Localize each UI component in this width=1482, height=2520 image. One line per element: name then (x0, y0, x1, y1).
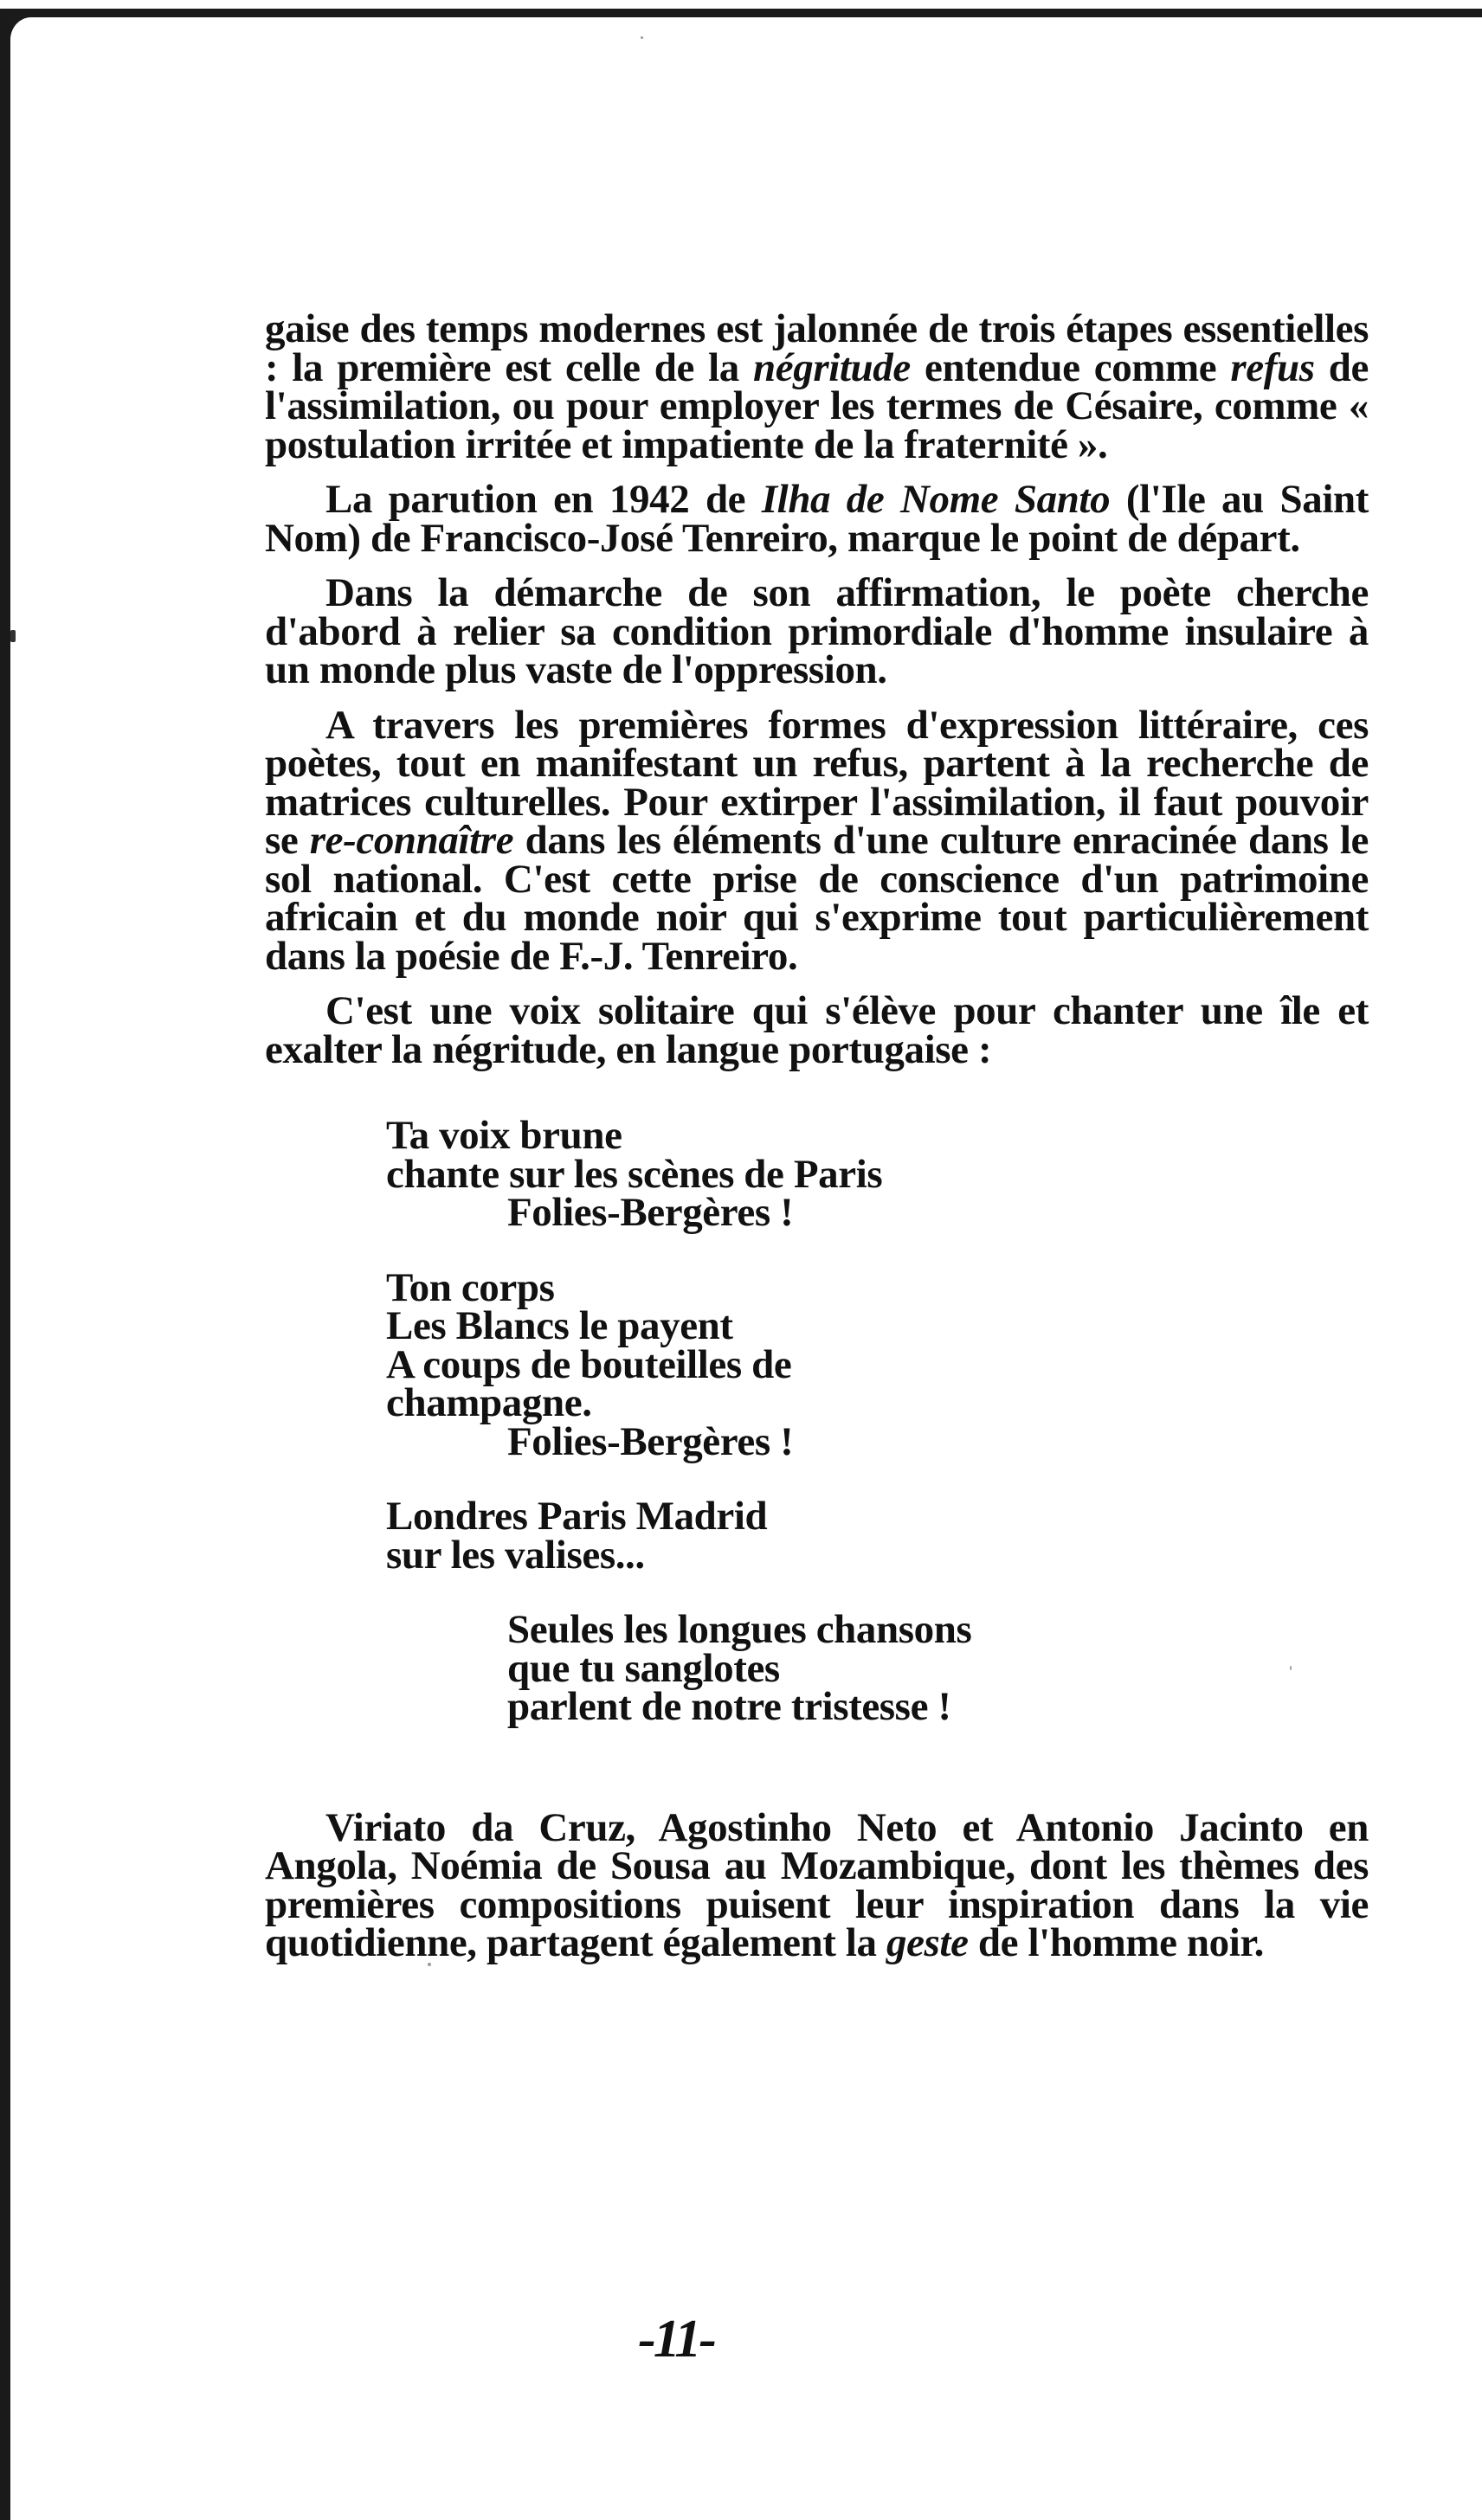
text-run: de l'assimilation, ou pour employer les termes de Césaire, comme « postulation irritée et impatiente de la fraternité ». (265, 344, 1369, 467)
italic-term: négritude (753, 344, 911, 390)
text-run: A travers les premières formes d'expression littéraire, ces poètes, tout en manifestant un refus, partent à la recherche de matrices culturelles. Pour extirper l'assimilation, il faut pouvoir se (265, 702, 1369, 863)
poem-stanza (386, 1264, 1369, 1464)
italic-term: refus (1230, 344, 1315, 390)
poem-line: champagne. (386, 1380, 592, 1425)
poem-line: chante sur les scènes de Paris (386, 1151, 883, 1197)
paragraph (265, 988, 1369, 1072)
poem-refrain: Folies-Bergères ! (507, 1190, 794, 1235)
poem-line: sur les valises... (386, 1532, 645, 1578)
page-body (265, 306, 1369, 1979)
scan-speck (641, 36, 643, 39)
poem-line: Londres Paris Madrid (386, 1494, 768, 1539)
text-run: La parution en 1942 de (325, 477, 762, 522)
paragraph (265, 477, 1369, 561)
page-number: -11- (638, 2310, 714, 2369)
poem-line: Les Blancs le payent (386, 1303, 733, 1348)
paragraph (265, 1804, 1369, 1965)
poem-closing-stanza (507, 1607, 1369, 1729)
text-run: gaise des temps modernes est jalonnée de trois étapes essentielles : la première est celle de la (265, 306, 1369, 390)
scan-speck (10, 630, 16, 642)
paragraph (265, 702, 1369, 979)
poem-stanza (386, 1113, 1369, 1235)
paragraph (265, 570, 1369, 692)
text-run: Viriato da Cruz, Agostinho Neto et Antonio Jacinto en Angola, Noémia de Sousa au Mozambique, dont les thèmes des premières compositions puisent leur inspiration dans la vie quotidienne, partagent également la (265, 1804, 1369, 1965)
poem-refrain: Folies-Bergères ! (507, 1418, 794, 1464)
text-run: dans les éléments d'une culture enracinée dans le sol national. C'est cette prise de conscience d'un patrimoine africain et du monde noir qui s'exprime tout particulièrement dans la poésie de F.-J. Tenreiro. (265, 818, 1369, 979)
italic-term: geste (886, 1920, 969, 1965)
text-run: de l'homme noir. (968, 1920, 1264, 1965)
text-run: Dans la démarche de son affirmation, le poète cherche d'abord à relier sa condition primordiale d'homme insulaire à un monde plus vaste de l'oppression. (265, 570, 1369, 692)
book-title: Ilha de Nome Santo (761, 477, 1111, 522)
poem-line: Ta voix brune (386, 1113, 622, 1158)
text-run: entendue comme (910, 344, 1231, 390)
text-run: (l'Ile au Saint Nom) de Francisco-José Tenreiro, marque le point de départ. (265, 477, 1369, 561)
text-run: C'est une voix solitaire qui s'élève pour chanter une île et exalter la négritude, en langue portugaise : (265, 988, 1369, 1072)
page-border-top (0, 9, 1482, 17)
poem-line: A coups de bouteilles de (386, 1341, 792, 1387)
poem-line: Seules les longues chansons (507, 1607, 972, 1652)
paragraph (265, 306, 1369, 467)
poem-stanza (386, 1494, 1369, 1578)
page-border-left (0, 16, 10, 2520)
poem-line: que tu sanglotes (507, 1645, 780, 1691)
poem-line: parlent de notre tristesse ! (507, 1684, 951, 1729)
poem-line: Ton corps (386, 1264, 555, 1310)
italic-term: re-connaître (309, 818, 514, 863)
